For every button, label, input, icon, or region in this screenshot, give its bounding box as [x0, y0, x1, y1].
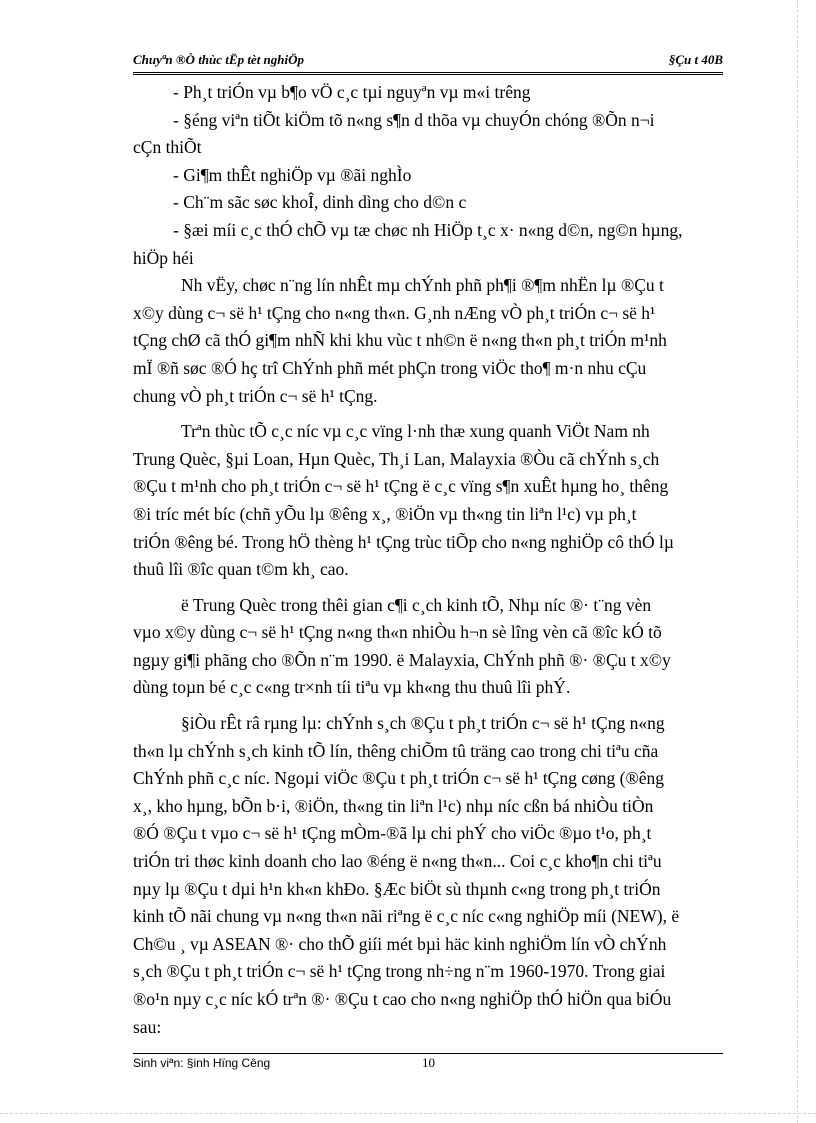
page-edge-horizontal	[0, 1113, 816, 1114]
body-line: dùng toµn bé c¸c c«ng tr×nh tíi tiªu vµ kh«ng thu thuû lîi phÝ.	[133, 677, 571, 698]
body-line: §iÒu rÊt râ rµng lµ: chÝnh s¸ch ®Çu t ph¸t triÓn c¬ së h¹ tÇng n«ng	[181, 713, 665, 734]
body-line: mÏ ®ñ søc ®Ó hç trî ChÝnh phñ mét phÇn trong viÖc tho¶ m·n nhu cÇu	[133, 357, 647, 378]
body-line: tÇng chØ cã thÓ gi¶m nhÑ khi khu vùc t nh©n ë n«ng th«n ph¸t triÓn m¹nh	[133, 330, 667, 351]
body-line: sau:	[133, 1016, 162, 1037]
body-line: - Ch¨m sãc søc khoÎ, dinh dìng cho d©n c	[173, 192, 467, 213]
body-line: ®i tríc mét bíc (chñ yÕu lµ ®êng x¸, ®iÖn vµ th«ng tin liªn l¹c) vµ ph¸t	[133, 503, 637, 524]
document-body	[133, 79, 723, 1041]
footer-rule	[133, 1053, 723, 1054]
body-line: Ch©u ¸ vµ ASEAN ®· cho thÕ giíi mét bµi häc kinh nghiÖm lín vÒ chÝnh	[133, 933, 667, 954]
body-line: ®Çu t m¹nh cho ph¸t triÓn c¬ së h¹ tÇng ë c¸c vïng s¶n xuÊt hµng ho¸ thêng	[133, 476, 669, 497]
body-line: triÓn tri thøc kinh doanh cho lao ®éng ë n«ng th«n... Coi c¸c kho¶n chi tiªu	[133, 851, 662, 872]
page-number: 10	[422, 1055, 435, 1070]
body-line: x©y dùng c¬ së h¹ tÇng cho n«ng th«n. G¸nh nÆng vÒ ph¸t triÓn c¬ së h¹	[133, 302, 656, 323]
body-line: ®o¹n nµy c¸c níc kÓ trªn ®· ®Çu t cao cho n«ng nghiÖp thÓ hiÖn qua biÓu	[133, 989, 672, 1009]
body-line: chung vÒ ph¸t triÓn c¬ së h¹ tÇng.	[133, 385, 378, 406]
body-line: Trung Quèc, §µi Loan, Hµn Quèc, Th¸i Lan, Malayxia ®Òu cã chÝnh s¸ch	[133, 448, 660, 469]
body-line: hiÖp héi	[133, 247, 194, 268]
body-line: th«n lµ chÝnh s¸ch kinh tÕ lín, thêng chiÕm tû träng cao trong chi tiªu cña	[133, 740, 659, 761]
page-header	[133, 52, 723, 74]
body-line: vµo x©y dùng c¬ së h¹ tÇng n«ng th«n nhiÒu h¬n sè lîng vèn cã ®îc kÓ tõ	[133, 622, 662, 643]
body-line: ChÝnh phñ c¸c níc. Ngoµi viÖc ®Çu t ph¸t triÓn c¬ së h¹ tÇng cøng (®êng	[133, 768, 665, 789]
body-line: - §æi míi c¸c thÓ chÕ vµ tæ chøc nh HiÖp t¸c x· n«ng d©n, ng©n hµng,	[173, 219, 683, 240]
body-line: - Ph¸t triÓn vµ b¶o vÖ c¸c tµi nguyªn vµ m«i trêng	[173, 82, 531, 102]
body-line: ë Trung Quèc trong thêi gian c¶i c¸ch kinh tÕ, Nhµ níc ®· t¨ng vèn	[181, 594, 652, 615]
body-line: ngµy gi¶i phãng cho ®Õn n¨m 1990. ë Malayxia, ChÝnh phñ ®· ®Çu t x©y	[133, 649, 671, 670]
header-class: §Çu t 40B	[668, 52, 723, 67]
footer-student: Sinh viªn: §inh Hïng Cêng	[133, 1056, 271, 1070]
body-line: nµy lµ ®Çu t dµi h¹n kh«n khÐo. §Æc biÖt sù thµnh c«ng trong ph¸t triÓn	[133, 878, 661, 899]
body-line: kinh tÕ nãi chung vµ n«ng th«n nãi riªng ë c¸c níc c«ng nghiÖp míi (NEW), ë	[133, 906, 680, 927]
body-line: x¸, kho hµng, bÕn b·i, ®iÖn, th«ng tin liªn l¹c) nhµ níc cßn bá nhiÒu tiÒn	[133, 795, 654, 816]
body-line: - §éng viªn tiÕt kiÖm tõ n«ng s¶n d thõa vµ chuyÓn chóng ®Õn n¬i	[173, 109, 655, 130]
body-line: Nh vËy, chøc n¨ng lín nhÊt mµ chÝnh phñ ph¶i ®¶m nhËn lµ ®Çu t	[181, 275, 664, 296]
page-edge-vertical	[797, 0, 798, 1123]
body-line: Trªn thùc tÕ c¸c níc vµ c¸c vïng l·nh thæ xung quanh ViÖt Nam nh	[181, 421, 650, 442]
header-rule	[133, 72, 723, 75]
body-line: triÓn ®êng bé. Trong hÖ thèng h¹ tÇng trùc tiÕp cho n«ng nghiÖp cô thÓ lµ	[133, 531, 674, 552]
body-line: - Gi¶m thÊt nghiÖp vµ ®ãi nghÌo	[173, 164, 412, 185]
body-line: ®Ó ®Çu t vµo c¬ së h¹ tÇng mÒm-®ã lµ chi phÝ cho viÖc ®µo t¹o, ph¸t	[133, 823, 652, 844]
body-line: cÇn thiÕt	[133, 137, 202, 158]
header-title: Chuyªn ®Ò thùc tËp tèt nghiÖp	[133, 52, 305, 67]
body-line: thuû lîi ®îc quan t©m kh¸ cao.	[133, 559, 349, 580]
body-line: s¸ch ®Çu t ph¸t triÓn c¬ së h¹ tÇng trong nh÷ng n¨m 1960-1970. Trong giai	[133, 961, 666, 982]
